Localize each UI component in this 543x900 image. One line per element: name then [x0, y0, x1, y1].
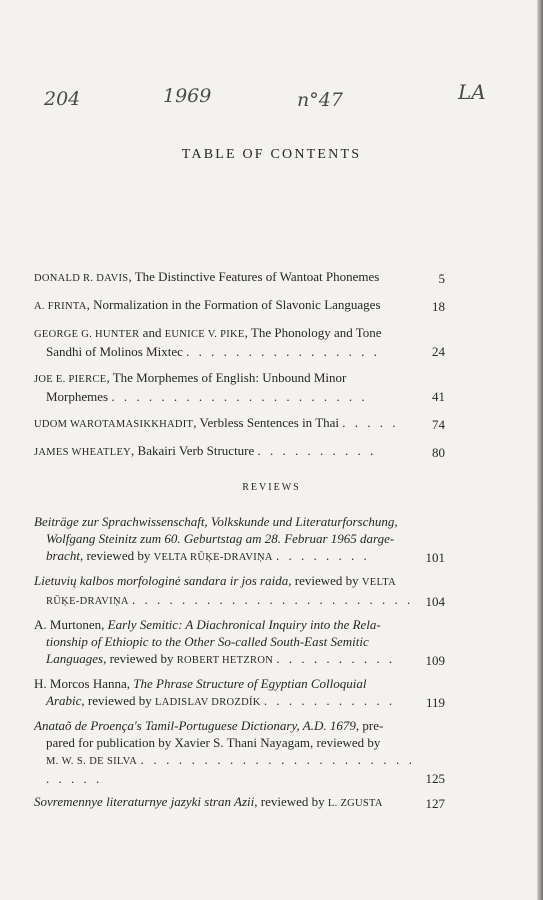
review-title: The Phrase Structure of Egyptian Colloquial — [133, 676, 367, 691]
entry-page: 24 — [432, 344, 445, 359]
entry-page: 5 — [438, 271, 445, 286]
review-entry: A. Murtonen, Early Semitic: A Diachronical Inquiry into the Rela- tionship of Ethiopic to the Other So-called South-East Semitic Languages, reviewed by ROBERT HETZRON . . . . . . . . . . 109 — [34, 617, 445, 668]
toc-entry: JAMES WHEATLEY, Bakairi Verb Structure . . . . . . . . . . 80 — [34, 443, 445, 460]
entry-title: The Phonology and Tone — [250, 325, 382, 340]
reviewer-name: RŪĶE-DRAVIŅA — [46, 596, 129, 607]
entry-title: Verbless Sentences in Thai — [199, 415, 340, 430]
handwritten-note-right: LA — [458, 80, 486, 104]
review-title: Sovremennye literaturnye jazyki stran Azii — [34, 794, 255, 809]
reviewer-name: ROBERT HETZRON — [176, 655, 274, 666]
reviewer-name: VELTA — [361, 577, 396, 588]
page-title: TABLE OF CONTENTS — [181, 147, 362, 162]
entry-title: The Morphemes of English: Unbound Minor — [112, 370, 347, 385]
entry-page: 101 — [425, 550, 445, 565]
reviewer-name: VELTA RŪĶE-DRAVIŅA — [153, 552, 273, 563]
review-text: pre- — [362, 718, 384, 733]
entry-title: Normalization in the Formation of Slavonic Languages — [93, 297, 381, 312]
entry-author: UDOM WAROTAMASIKKHADIT — [34, 419, 194, 430]
review-title: Arabic — [46, 693, 82, 708]
reviews-heading: REVIEWS — [242, 482, 301, 493]
entry-page: 125 — [425, 771, 445, 786]
toc-entry: GEORGE G. HUNTER and EUNICE V. PIKE, The Phonology and Tone Sandhi of Molinos Mixtec . . . . . . . . . . . . . . . . 24 — [34, 325, 445, 359]
entry-page: 74 — [432, 417, 445, 432]
entry-page: 119 — [425, 695, 445, 710]
review-title: Lietuvių kalbos morfologinė sandara ir jos raida — [34, 573, 289, 588]
handwritten-note-center: 1969 — [163, 85, 212, 107]
reviewer-name: LADISLAV DROZDÍK — [155, 697, 261, 708]
entry-author: GEORGE G. HUNTER — [34, 329, 140, 340]
page-edge-shadow — [537, 0, 543, 900]
review-text: pared for publication by Xavier S. Thani Nayagam, reviewed by — [46, 735, 381, 750]
toc-entry: JOE E. PIERCE, The Morphemes of English: Unbound Minor Morphemes . . . . . . . . . . . . . . . . . . . . . 41 — [34, 370, 445, 404]
review-entry: H. Morcos Hanna, The Phrase Structure of Egyptian Colloquial Arabic, reviewed by LADISLAV DROZDÍK . . . . . . . . . . . 119 — [34, 676, 445, 710]
review-title: Anataõ de Proença's Tamil-Portuguese Dictionary, A.D. 1679 — [34, 718, 356, 733]
entry-title: Sandhi of Molinos Mixtec — [46, 344, 183, 359]
review-title: Early Semitic: A Diachronical Inquiry into the Rela- — [107, 617, 381, 632]
entry-author: JAMES WHEATLEY — [34, 447, 132, 458]
entry-title: Morphemes — [46, 389, 109, 404]
review-author: H. Morcos Hanna — [34, 676, 127, 691]
review-entry: Anataõ de Proença's Tamil-Portuguese Dictionary, A.D. 1679, pre- pared for publication by Xavier S. Thani Nayagam, reviewed by M. W. S. DE SILVA . . . . . . . . . . . . . . . . . . . . . . . . . . . 125 — [34, 718, 445, 786]
entry-page: 80 — [432, 445, 445, 460]
entry-author: JOE E. PIERCE — [34, 374, 107, 385]
review-entry: Sovremennye literaturnye jazyki stran Azii, reviewed by L. ZGUSTA 127 — [34, 794, 445, 811]
articles-list — [34, 268, 445, 461]
entry-title: Bakairi Verb Structure — [137, 443, 255, 458]
toc-entry: UDOM WAROTAMASIKKHADIT, Verbless Sentences in Thai . . . . . 74 — [34, 415, 445, 432]
toc-entry: DONALD R. DAVIS, The Distinctive Features of Wantoat Phonemes 5 — [34, 269, 445, 286]
review-title: tionship of Ethiopic to the Other So-called South-East Semitic — [46, 634, 369, 649]
review-reviewed-by: reviewed by — [109, 651, 174, 666]
review-reviewed-by: reviewed by — [294, 573, 359, 588]
entry-page: 18 — [432, 299, 445, 314]
review-entry: Lietuvių kalbos morfologinė sandara ir jos raida, reviewed by VELTA RŪĶE-DRAVIŅA . . . . . . . . . . . . . . . . . . . . . . . 104 — [34, 573, 445, 609]
review-author: A. Murtonen — [34, 617, 102, 632]
entry-author: DONALD R. DAVIS — [34, 273, 129, 284]
review-reviewed-by: reviewed by — [87, 693, 152, 708]
entry-author: A. FRINTA — [34, 301, 87, 312]
reviewer-name: M. W. S. DE SILVA — [46, 756, 138, 767]
entry-page: 104 — [425, 594, 445, 609]
entry-page: 41 — [432, 389, 445, 404]
entry-page: 127 — [425, 796, 445, 811]
entry-title: The Distinctive Features of Wantoat Phonemes — [134, 269, 380, 284]
review-reviewed-by: reviewed by — [260, 794, 325, 809]
reviews-list — [34, 513, 445, 812]
review-entry: Beiträge zur Sprachwissenschaft, Volkskunde und Literaturforschung, Wolfgang Steinitz zum 60. Geburtstag am 28. Februar 1965 darge- bracht, reviewed by VELTA RŪĶE-DRAVIŅA . . . . . . . . 101 — [34, 514, 445, 565]
review-title: Beiträge zur Sprachwissenschaft, Volkskunde und Literaturforschung, — [34, 514, 398, 529]
toc-entry: A. FRINTA, Normalization in the Formation of Slavonic Languages 18 — [34, 297, 445, 314]
handwritten-note-right-center: n°47 — [297, 89, 343, 111]
review-title: bracht — [46, 548, 80, 563]
review-title: Languages — [46, 651, 104, 666]
entry-author: EUNICE V. PIKE — [164, 329, 245, 340]
reviewer-name: L. ZGUSTA — [327, 798, 383, 809]
handwritten-note-left: 204 — [44, 88, 81, 110]
review-reviewed-by: reviewed by — [86, 548, 151, 563]
entry-page: 109 — [425, 653, 445, 668]
review-title: Wolfgang Steinitz zum 60. Geburtstag am 28. Februar 1965 darge- — [46, 531, 395, 546]
entry-conjunction: and — [142, 325, 162, 340]
